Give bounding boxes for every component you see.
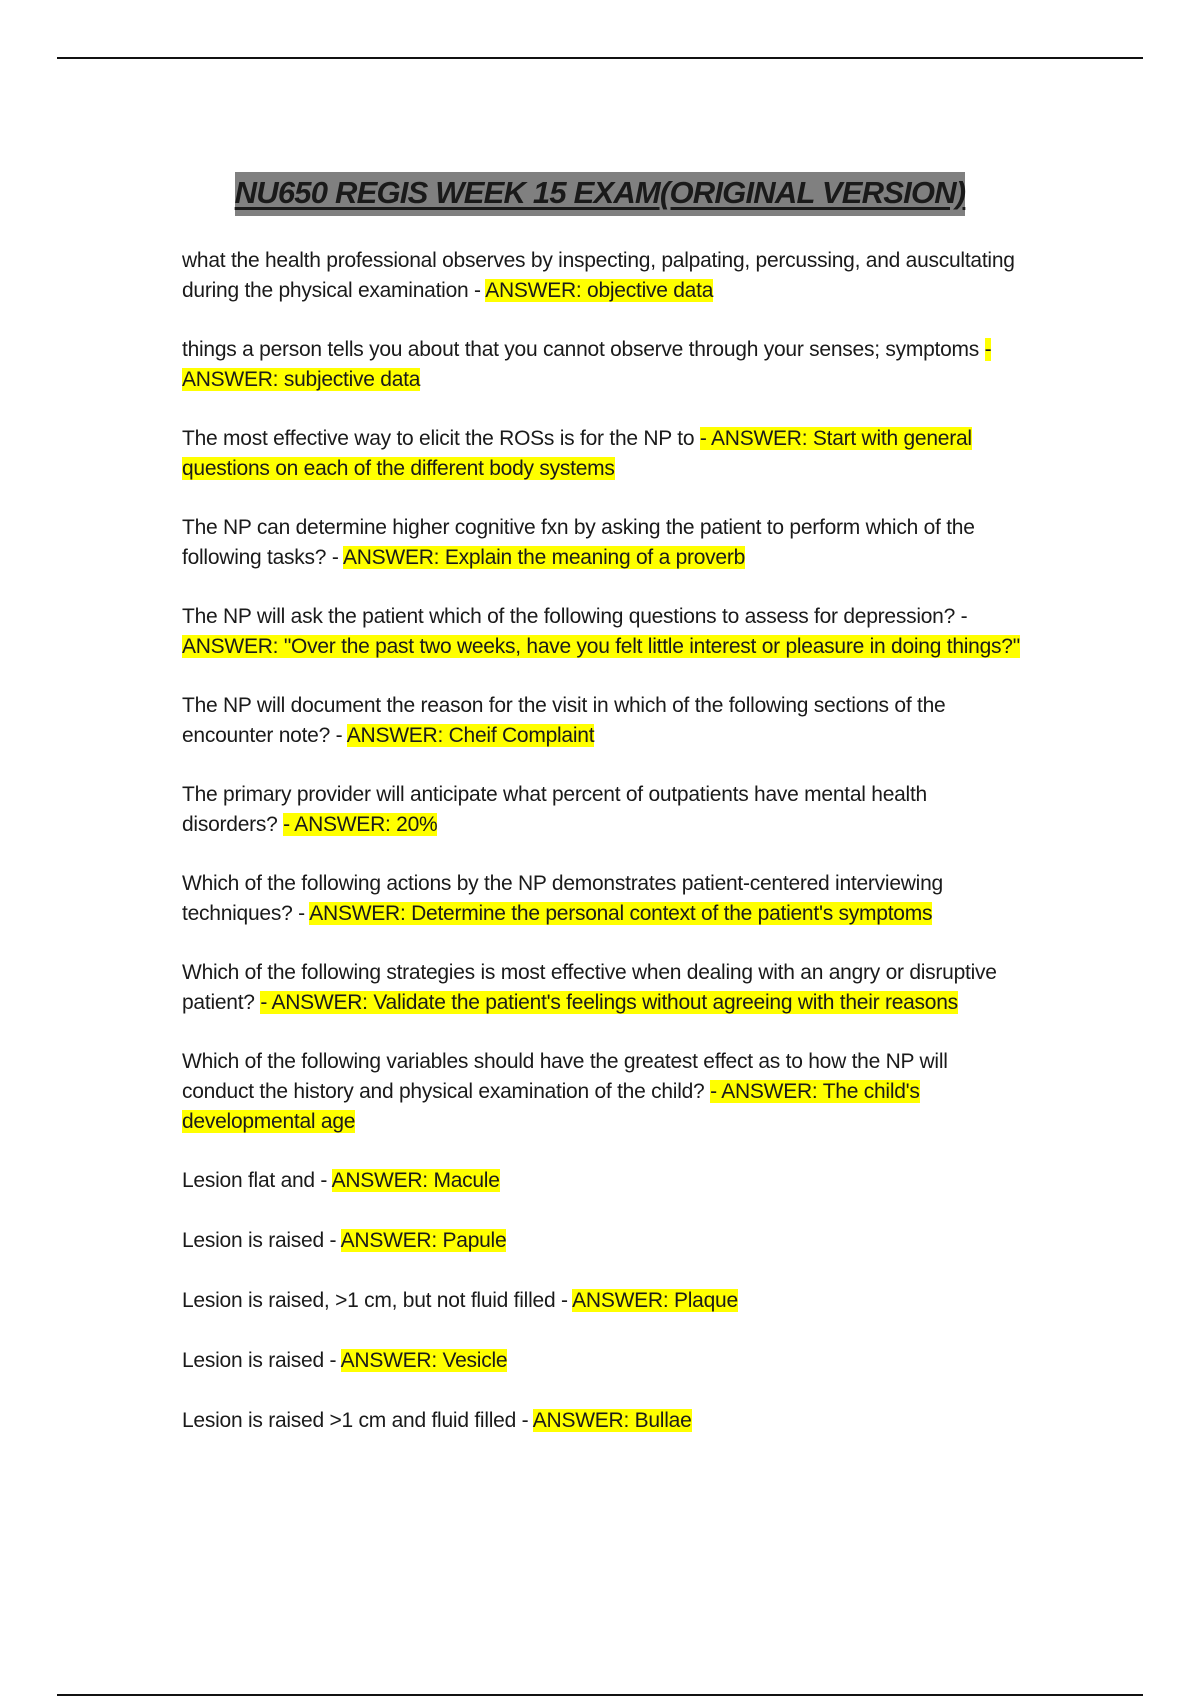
question-text: Which of the following actions by the NP demonstrates patient-centered interviewing techniques? - xyxy=(182,872,943,925)
question-text: Lesion is raised - xyxy=(182,1229,341,1252)
header-rule xyxy=(57,57,1143,59)
answer-text: ANSWER: Determine the personal context of the patient's symptoms xyxy=(309,902,933,925)
question-text: things a person tells you about that you cannot observe through your senses; symptoms xyxy=(182,338,985,361)
qa-item xyxy=(182,1166,1022,1196)
answer-text: - ANSWER: Start with general questions on each of the different body systems xyxy=(182,427,972,480)
answer-text: ANSWER: Bullae xyxy=(532,1409,692,1432)
answer-text: - ANSWER: The child's developmental age xyxy=(182,1080,920,1133)
qa-item xyxy=(182,602,1022,662)
qa-item xyxy=(182,513,1022,573)
qa-item xyxy=(182,691,1022,751)
answer-text: ANSWER: objective data xyxy=(485,279,714,302)
qa-item xyxy=(182,424,1022,484)
answer-text: ANSWER: Plaque xyxy=(572,1289,738,1312)
question-text: Which of the following strategies is most effective when dealing with an angry or disruptive patient? xyxy=(182,961,997,1014)
question-text: Lesion flat and - xyxy=(182,1169,332,1192)
document-body xyxy=(182,246,1022,1466)
qa-item xyxy=(182,246,1022,306)
question-text: Lesion is raised >1 cm and fluid filled - xyxy=(182,1409,533,1432)
answer-text: ANSWER: Papule xyxy=(340,1229,507,1252)
answer-text: ANSWER: Cheif Complaint xyxy=(346,724,595,747)
qa-item xyxy=(182,1286,1022,1316)
qa-item xyxy=(182,869,1022,929)
qa-item xyxy=(182,1226,1022,1256)
question-text: The primary provider will anticipate what percent of outpatients have mental health disorders? xyxy=(182,783,927,836)
answer-text: ANSWER: Macule xyxy=(331,1169,500,1192)
question-text: The NP will ask the patient which of the following questions to assess for depression? - xyxy=(182,605,968,628)
page-title: NU650 REGIS WEEK 15 EXAM(ORIGINAL VERSION) xyxy=(235,172,966,216)
question-text: Lesion is raised - xyxy=(182,1349,341,1372)
qa-item xyxy=(182,780,1022,840)
question-text: The most effective way to elicit the ROSs is for the NP to xyxy=(182,427,700,450)
question-text: Lesion is raised, >1 cm, but not fluid filled - xyxy=(182,1289,573,1312)
qa-item xyxy=(182,1346,1022,1376)
title-container xyxy=(0,172,1200,216)
question-text: what the health professional observes by inspecting, palpating, percussing, and auscultating during the physical examination - xyxy=(182,249,1015,302)
qa-item xyxy=(182,1406,1022,1436)
answer-text: - ANSWER: subjective data xyxy=(182,338,992,391)
answer-text: - ANSWER: Validate the patient's feelings without agreeing with their reasons xyxy=(260,991,958,1014)
answer-text: ANSWER: Vesicle xyxy=(340,1349,508,1372)
question-text: The NP can determine higher cognitive fxn by asking the patient to perform which of the following tasks? - xyxy=(182,516,975,569)
footer-rule xyxy=(57,1694,1143,1696)
answer-text: ANSWER: "Over the past two weeks, have you felt little interest or pleasure in doing things?" xyxy=(182,635,1020,658)
answer-text: ANSWER: Explain the meaning of a proverb xyxy=(343,546,746,569)
qa-item xyxy=(182,958,1022,1018)
question-text: Which of the following variables should have the greatest effect as to how the NP will conduct the history and physical examination of the child? xyxy=(182,1050,948,1103)
qa-item xyxy=(182,335,1022,395)
qa-item xyxy=(182,1047,1022,1137)
question-text: The NP will document the reason for the visit in which of the following sections of the encounter note? - xyxy=(182,694,946,747)
answer-text: - ANSWER: 20% xyxy=(283,813,438,836)
